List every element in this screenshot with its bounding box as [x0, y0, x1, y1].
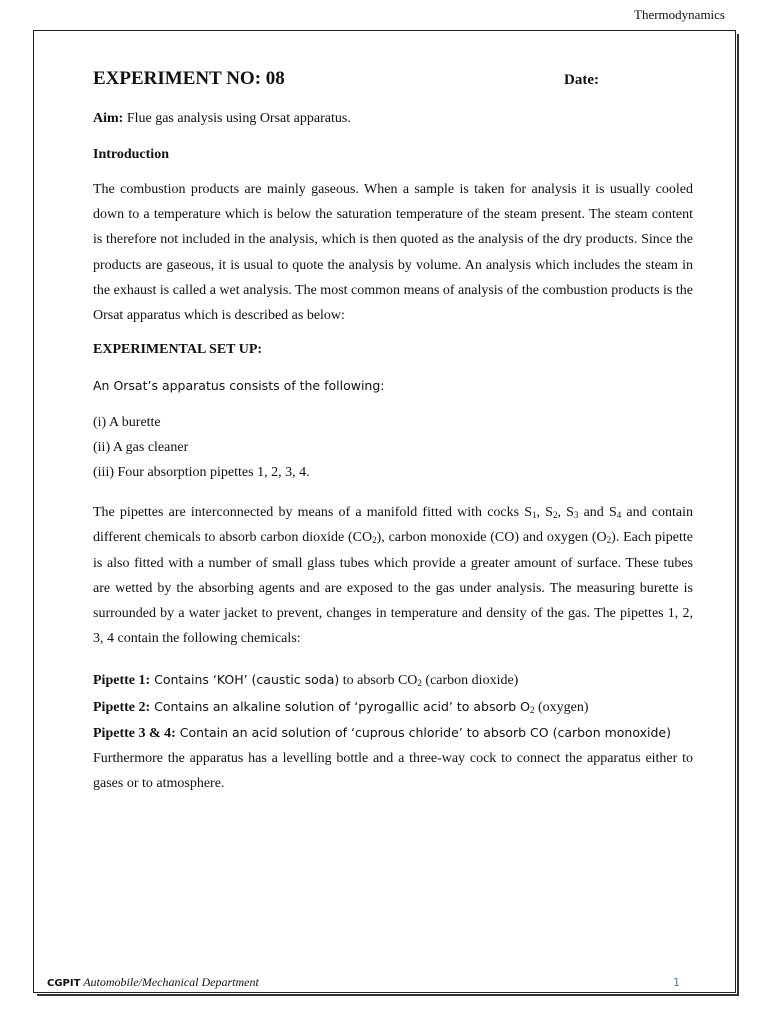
subscript: 2	[606, 535, 612, 546]
page-number: 1	[673, 976, 680, 989]
pipette-label: Pipette 1:	[93, 673, 151, 689]
footer-department	[47, 975, 259, 990]
pipette-desc: Contains ‘KOH’ (caustic soda)	[150, 672, 340, 688]
subscript: 3	[573, 510, 579, 521]
subscript: 4	[616, 510, 622, 521]
page-frame-shadow-bottom	[37, 994, 739, 996]
text-run: and S	[578, 505, 617, 521]
aim-label: Aim:	[93, 111, 124, 126]
component-list	[93, 410, 693, 485]
closing-paragraph: Furthermore the apparatus has a levelling bottle and a three-way cock to connect the apparatus either to gases or to atmosphere.	[93, 751, 693, 792]
text-run: to absorb CO	[339, 673, 418, 689]
subscript: 2	[372, 535, 377, 546]
pipette-list	[93, 667, 693, 796]
footer-org: CGPIT	[47, 978, 81, 989]
date-label: Date:	[564, 72, 599, 88]
pipette-3-4-line	[93, 720, 693, 746]
footer-department-text: Automobile/Mechanical Department	[80, 975, 259, 989]
pipette-label: Pipette 3 & 4:	[93, 725, 176, 741]
pipette-label: Pipette 2:	[93, 699, 151, 715]
pipette-desc: Contains an alkaline solution of ‘pyrogallic acid’ to absorb O	[150, 698, 530, 714]
pipette-desc: Contain an acid solution of ‘cuprous chloride’ to absorb CO (carbon monoxide)	[175, 724, 671, 740]
title-row	[93, 68, 693, 94]
text-run: The pipettes are interconnected by means of a manifold fitted with cocks S	[93, 505, 533, 521]
experiment-title: EXPERIMENT NO: 08	[93, 68, 285, 89]
list-item: (iii) Four absorption pipettes 1, 2, 3, 4.	[93, 465, 310, 481]
subscript: 2	[552, 510, 558, 521]
introduction-heading: Introduction	[93, 147, 169, 162]
text-run: , S	[536, 505, 553, 521]
text-run: and contain different chemicals to absorb carbon dioxide (CO	[93, 505, 693, 546]
subscript: 2	[530, 704, 535, 715]
aim-text: Flue gas analysis using Orsat apparatus.	[123, 111, 351, 126]
pipette-2-line	[93, 694, 693, 720]
subscript: 1	[532, 510, 537, 521]
text-run: (oxygen)	[534, 699, 589, 715]
pipette-1-line	[93, 667, 693, 693]
running-header: Thermodynamics	[634, 7, 725, 22]
text-run: , S	[557, 505, 574, 521]
setup-intro: An Orsat’s apparatus consists of the following:	[93, 378, 385, 394]
list-item: (ii) A gas cleaner	[93, 440, 189, 456]
text-run: ). Each pipette is also fitted with a number of small glass tubes which provide a greater amount of surface. These tubes are wetted by the absorbing agents and are exposed to the gas under analysis. The measuring burette is surrounded by a water jacket to prevent, changes in temperature and density of the gas. The pipettes 1, 2, 3, 4 contain the following chemicals:	[93, 530, 693, 647]
page-frame-shadow-right	[737, 34, 739, 996]
text-run: (carbon dioxide)	[421, 673, 519, 689]
page-content	[93, 68, 693, 796]
introduction-paragraph: The combustion products are mainly gaseous. When a sample is taken for analysis it is usually cooled down to a temperature which is below the saturation temperature of the steam present. The steam content is therefore not included in the analysis, which is then quoted as the analysis of the dry products. Since the products are gaseous, it is usual to quote the analysis by volume. An analysis which includes the steam in the exhaust is called a wet analysis. The most common means of analysis of the combustion products is the Orsat apparatus which is described as below:	[93, 182, 693, 324]
list-item: (i) A burette	[93, 415, 161, 431]
setup-paragraph	[93, 500, 693, 651]
text-run: ), carbon monoxide (CO) and oxygen (O	[376, 530, 607, 546]
aim-line	[93, 111, 693, 127]
subscript: 2	[417, 678, 422, 689]
setup-heading: EXPERIMENTAL SET UP:	[93, 342, 263, 358]
